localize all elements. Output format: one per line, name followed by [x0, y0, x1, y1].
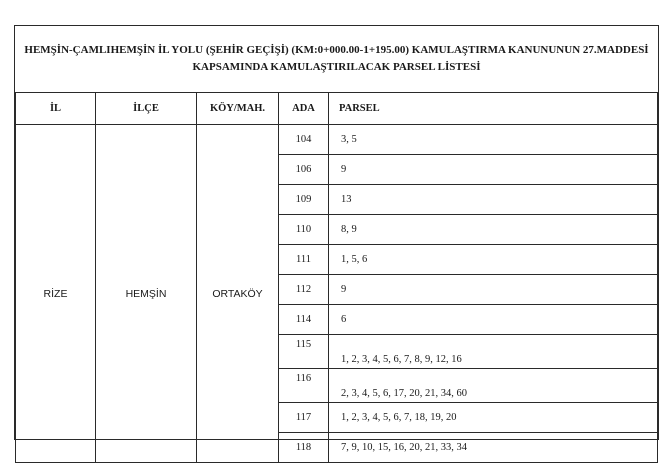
cell-parsel: 1, 2, 3, 4, 5, 6, 7, 8, 9, 12, 16 [329, 335, 658, 369]
cell-ada: 117 [279, 403, 329, 433]
cell-ada: 111 [279, 245, 329, 275]
cell-koy: ORTAKÖY [197, 125, 279, 463]
cell-ada: 115 [279, 335, 329, 369]
cell-ada: 110 [279, 215, 329, 245]
header-parsel: PARSEL [329, 93, 658, 125]
cell-ada: 116 [279, 369, 329, 403]
cell-parsel: 1, 2, 3, 4, 5, 6, 7, 18, 19, 20 [329, 403, 658, 433]
title-line-2: KAPSAMINDA KAMULAŞTIRILACAK PARSEL LİSTESİ [192, 61, 481, 73]
cell-ada: 106 [279, 155, 329, 185]
cell-parsel: 8, 9 [329, 215, 658, 245]
header-koy: KÖY/MAH. [197, 93, 279, 125]
cell-ada: 112 [279, 275, 329, 305]
cell-parsel: 1, 5, 6 [329, 245, 658, 275]
cell-ada: 114 [279, 305, 329, 335]
cell-ada: 109 [279, 185, 329, 215]
header-ada: ADA [279, 93, 329, 125]
document-title [16, 26, 658, 93]
cell-parsel: 6 [329, 305, 658, 335]
cell-ilce: HEMŞİN [96, 125, 197, 463]
parcel-table [15, 26, 658, 463]
cell-parsel: 2, 3, 4, 5, 6, 17, 20, 21, 34, 60 [329, 369, 658, 403]
cell-il: RİZE [16, 125, 96, 463]
cell-parsel: 9 [329, 275, 658, 305]
header-il: İL [16, 93, 96, 125]
header-ilce: İLÇE [96, 93, 197, 125]
table-row [16, 125, 658, 155]
cell-parsel: 7, 9, 10, 15, 16, 20, 21, 33, 34 [329, 433, 658, 463]
cell-ada: 118 [279, 433, 329, 463]
cell-parsel: 13 [329, 185, 658, 215]
parcel-list-document [14, 25, 659, 453]
cell-parsel: 9 [329, 155, 658, 185]
title-line-1: HEMŞİN-ÇAMLIHEMŞİN İL YOLU (ŞEHİR GEÇİŞİ) (KM:0+000.00-1+195.00) KAMULAŞTIRMA KANUNUNUN 27.MADDESİ [24, 44, 649, 56]
cell-ada: 104 [279, 125, 329, 155]
cell-parsel: 3, 5 [329, 125, 658, 155]
table-header-row [16, 93, 658, 125]
